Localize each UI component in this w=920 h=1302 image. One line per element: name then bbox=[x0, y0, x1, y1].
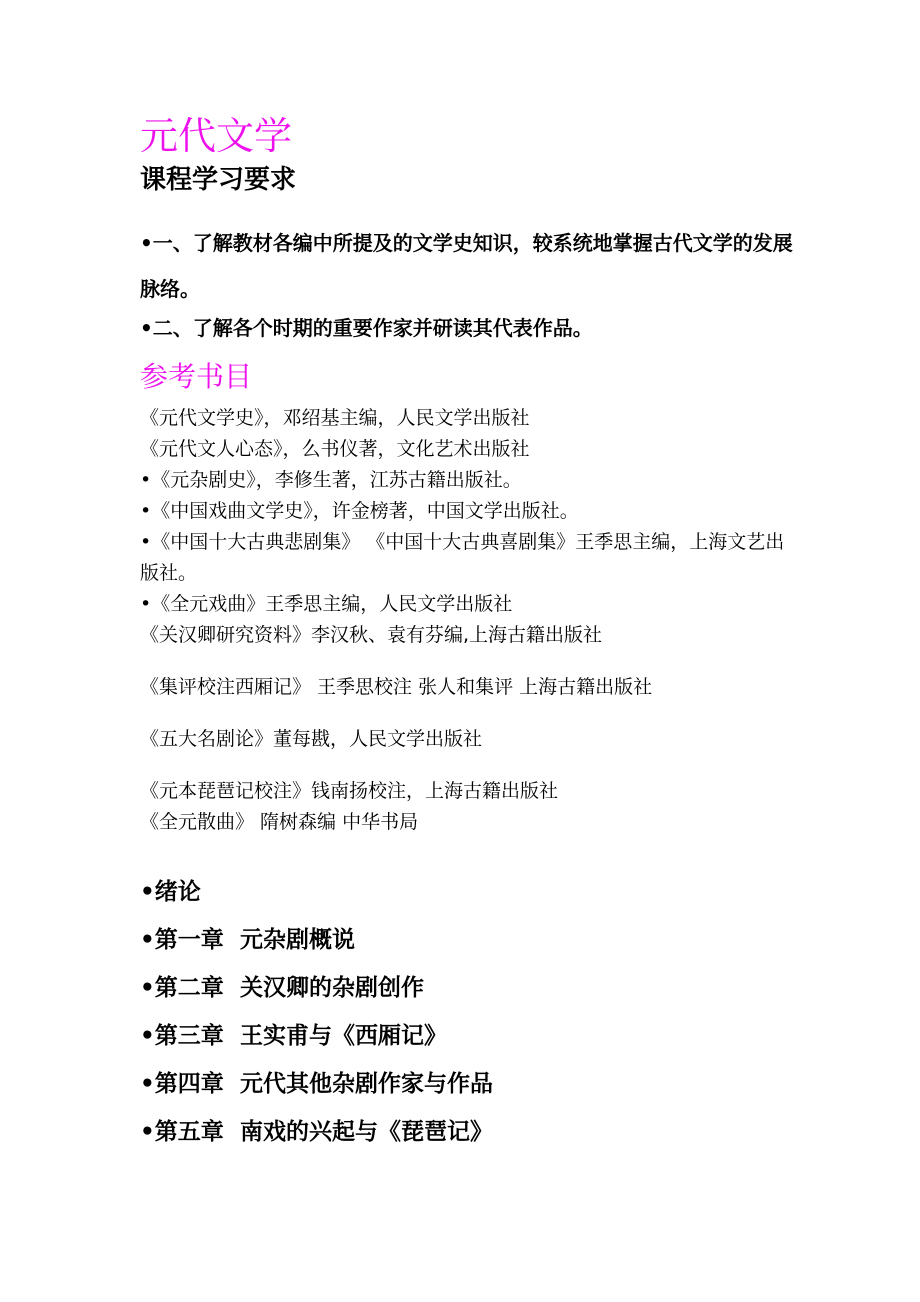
chapter-number: •第四章 bbox=[140, 1071, 224, 1097]
section-heading-requirements: 课程学习要求 bbox=[140, 165, 297, 195]
chapter-title: 元杂剧概说 bbox=[240, 927, 355, 953]
chapter-title: 关汉卿的杂剧创作 bbox=[240, 975, 424, 1001]
chapter-number: •第三章 bbox=[140, 1023, 224, 1049]
reference-item: •《中国十大古典悲剧集》 《中国十大古典喜剧集》王季思主编，上海文艺出版社。 bbox=[140, 531, 785, 584]
chapter-item bbox=[140, 1060, 493, 1108]
chapter-number: •绪论 bbox=[140, 879, 201, 905]
reference-item: 《集评校注西厢记》 王季思校注 张人和集评 上海古籍出版社 bbox=[140, 676, 653, 698]
chapter-item bbox=[140, 868, 493, 916]
chapter-item bbox=[140, 1012, 493, 1060]
chapter-title: 南戏的兴起与《琵琶记》 bbox=[240, 1119, 493, 1145]
chapter-item bbox=[140, 916, 493, 964]
chapter-title: 王实甫与《西厢记》 bbox=[240, 1023, 447, 1049]
section-heading-references: 参考书目 bbox=[140, 360, 253, 393]
chapter-list bbox=[140, 868, 493, 1156]
reference-item: •《全元戏曲》王季思主编，人民文学出版社 bbox=[140, 593, 513, 615]
chapter-number: •第一章 bbox=[140, 927, 224, 953]
chapter-title: 元代其他杂剧作家与作品 bbox=[240, 1071, 493, 1097]
chapter-item bbox=[140, 1108, 493, 1156]
requirement-item-2: •二、了解各个时期的重要作家并研读其代表作品。 bbox=[140, 316, 593, 340]
requirement-item-1: •一、了解教材各编中所提及的文学史知识，较系统地掌握古代文学的发展脉络。 bbox=[140, 231, 793, 301]
chapter-number: •第二章 bbox=[140, 975, 224, 1001]
chapter-item bbox=[140, 964, 493, 1012]
reference-item: •《元杂剧史》，李修生著，江苏古籍出版社。 bbox=[140, 469, 522, 491]
reference-item: 《全元散曲》 隋树森编 中华书局 bbox=[140, 811, 419, 833]
reference-item: 《元代文人心态》，么书仪著，文化艺术出版社 bbox=[140, 438, 530, 460]
reference-item: 《关汉卿研究资料》李汉秋、袁有芬编,上海古籍出版社 bbox=[140, 624, 603, 646]
reference-item: 《元本琵琶记校注》钱南扬校注，上海古籍出版社 bbox=[140, 780, 559, 802]
reference-list bbox=[140, 403, 790, 838]
reference-item: 《五大名剧论》董每戡，人民文学出版社 bbox=[140, 728, 483, 750]
reference-item: •《中国戏曲文学史》，许金榜著，中国文学出版社。 bbox=[140, 500, 579, 522]
chapter-number: •第五章 bbox=[140, 1119, 224, 1145]
reference-item: 《元代文学史》，邓绍基主编，人民文学出版社 bbox=[140, 407, 530, 429]
document-title: 元代文学 bbox=[140, 114, 293, 158]
